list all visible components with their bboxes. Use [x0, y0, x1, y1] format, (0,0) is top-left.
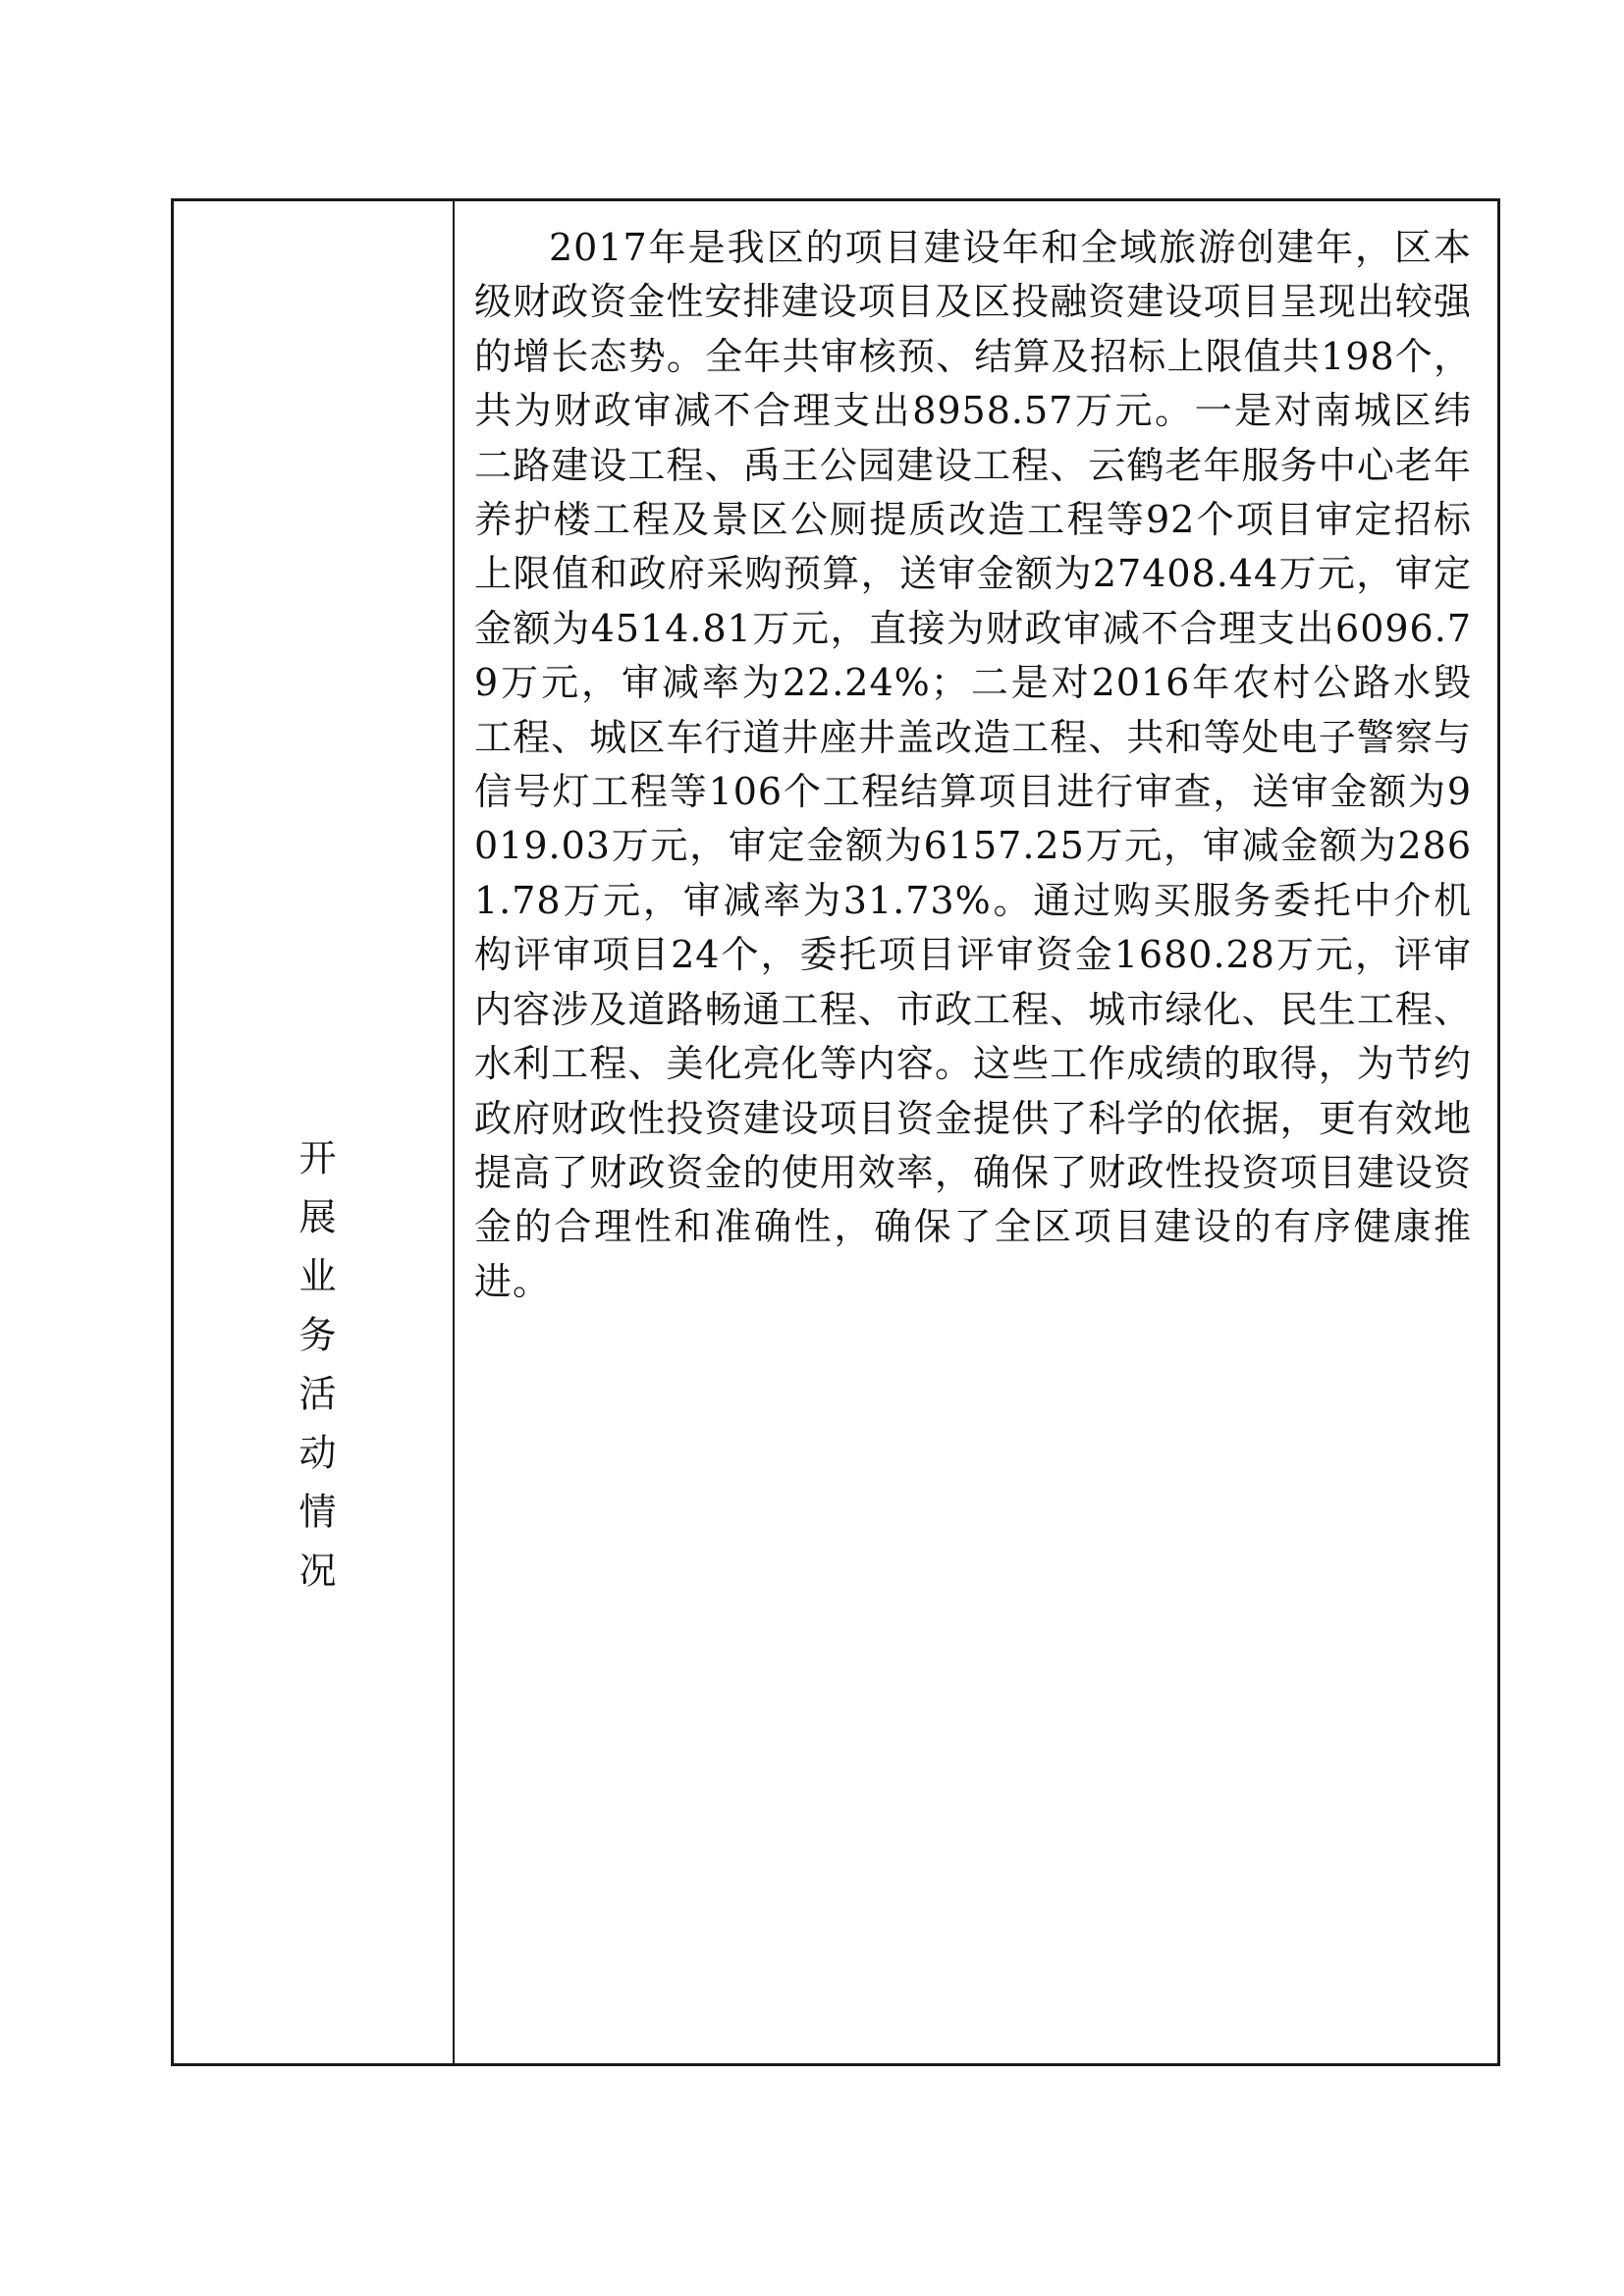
- content-cell: [455, 201, 1497, 2063]
- form-table: [171, 198, 1500, 2066]
- label-cell: [174, 201, 455, 2063]
- activity-description: 2017年是我区的项目建设年和全域旅游创建年，区本级财政资金性安排建设项目及区投融资建设项目呈现出较强的增长态势。全年共审核预、结算及招标上限值共198个，共为财政审减不合理支出8958.57万元。一是对南城区纬二路建设工程、禹王公园建设工程、云鹤老年服务中心老年养护楼工程及景区公厕提质改造工程等92个项目审定招标上限值和政府采购预算，送审金额为27408.44万元，审定金额为4514.81万元，直接为财政审减不合理支出6096.79万元，审减率为22.24%；二是对2016年农村公路水毁工程、城区车行道井座井盖改造工程、共和等处电子警察与信号灯工程等106个工程结算项目进行审查，送审金额为9019.03万元，审定金额为6157.25万元，审减金额为2861.78万元，审减率为31.73%。通过购买服务委托中介机构评审项目24个，委托项目评审资金1680.28万元，评审内容涉及道路畅通工程、市政工程、城市绿化、民生工程、水利工程、美化亮化等内容。这些工作成绩的取得，为节约政府财政性投资建设项目资金提供了科学的依据，更有效地提高了财政资金的使用效率，确保了财政性投资项目建设资金的合理性和准确性，确保了全区项目建设的有序健康推进。: [474, 226, 1472, 1303]
- section-label: 开展业务活动情况: [293, 1138, 336, 1610]
